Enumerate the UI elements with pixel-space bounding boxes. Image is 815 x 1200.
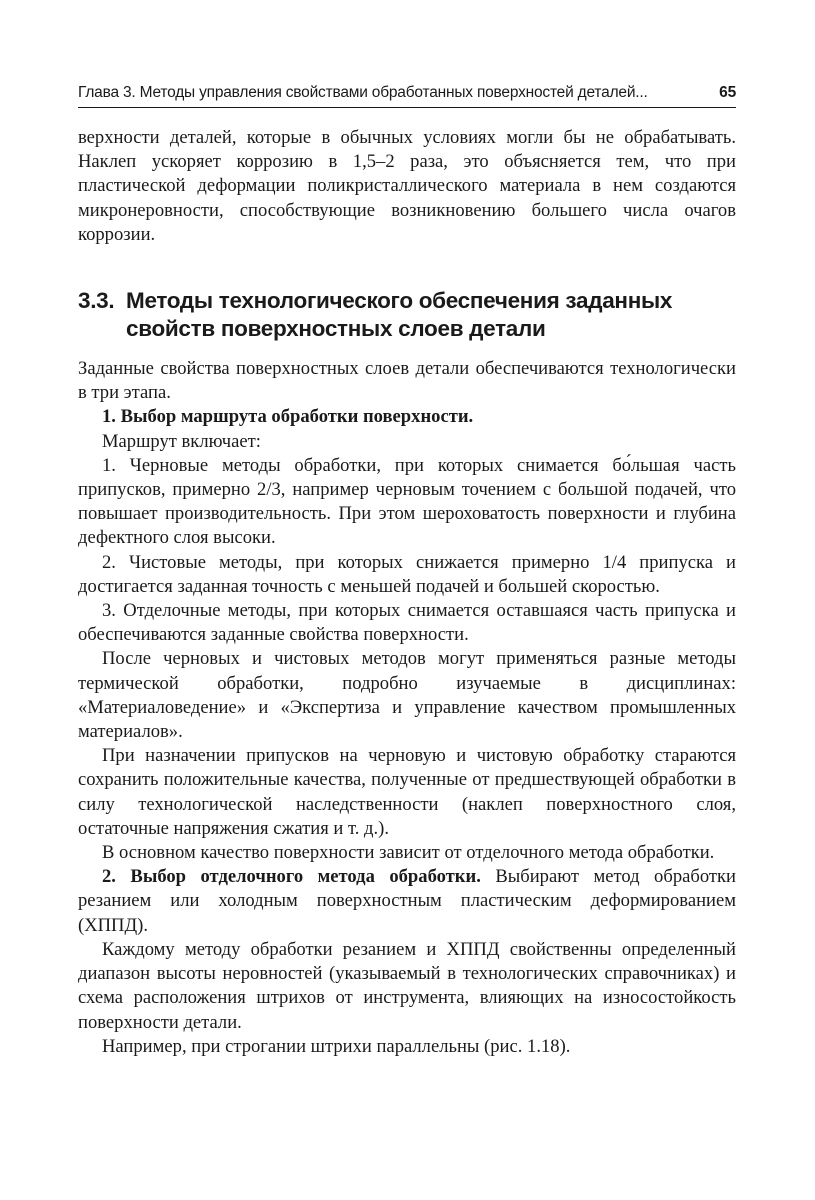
paragraph-quality: В основном качество поверхности зависит от отделочного метода обработки. bbox=[102, 842, 715, 864]
chapter-title: Глава 3. Методы управления свойствами обработанных поверхностей деталей... bbox=[78, 84, 648, 101]
bold-finishing-heading: 2. Выбор отделочного метода обработки. bbox=[102, 866, 481, 888]
paragraph-stages: Заданные свойства поверхностных слоев детали обеспечиваются технологически в три этапа. bbox=[78, 358, 736, 404]
paragraph-finish-methods: 2. Чистовые методы, при которых снижается примерно 1/4 припуска и достигается заданная точность с меньшей подачей и большей скоростью. bbox=[78, 551, 736, 597]
paragraph-final-methods: 3. Отделочные методы, при которых снимается оставшаяся часть припуска и обеспечиваются заданные свойства поверхности. bbox=[78, 600, 736, 646]
page-number: 65 bbox=[719, 84, 736, 101]
section-heading bbox=[78, 287, 736, 343]
paragraph-allowances: При назначении припусков на черновую и чистовую обработку стараются сохранить положительные качества, полученные от предшествующей обработки в силу технологической наследственности (наклеп поверхностного слоя, остаточные напряжения сжатия и т. д.). bbox=[78, 745, 736, 839]
paragraph-finishing-choice bbox=[78, 865, 736, 938]
intro-paragraph: верхности деталей, которые в обычных условиях могли бы не обрабатывать. Наклеп ускоряет коррозию в 1,5–2 раза, это объясняется тем, что при пластической деформации поликристаллического материала в нем создаются микронеровности, способствующие возникновению большего числа очагов коррозии. bbox=[78, 127, 736, 245]
paragraph-rough-methods: 1. Черновые методы обработки, при которых снимается бо́льшая часть припусков, примерно 2/3, например черновым точением с большой подачей, что повышает производительность. При этом шероховатость поверхности и глубина дефектного слоя высоки. bbox=[78, 454, 736, 549]
section-title: Методы технологического обеспечения заданных свойств поверхностных слоев детали bbox=[126, 288, 673, 342]
running-head bbox=[78, 84, 736, 102]
section-number: 3.3. bbox=[78, 288, 115, 314]
paragraph-route-includes: Маршрут включает: bbox=[102, 430, 261, 452]
header-rule bbox=[78, 107, 736, 108]
paragraph-heat-treatment: После черновых и чистовых методов могут применяться разные методы термической обработки, подробно изучаемые в дисциплинах: «Материаловедение» и «Экспертиза и управление качеством промышленных материалов». bbox=[78, 648, 736, 743]
body-text bbox=[78, 126, 736, 1059]
paragraph-example: Например, при строгании штрихи параллельны (рис. 1.18). bbox=[102, 1035, 571, 1057]
paragraph-route-heading bbox=[78, 405, 736, 429]
paragraph-roughness-range: Каждому методу обработки резанием и ХППД свойственны определенный диапазон высоты неровностей (указываемый в технологических справочниках) и схема расположения штрихов от инструмента, влияющих на износостойкость поверхности детали. bbox=[78, 938, 736, 1033]
bold-route-heading: 1. Выбор маршрута обработки поверхности. bbox=[102, 406, 474, 428]
finishing-choice-text: Выбирают метод обработки резанием или холодным поверхностным пластическим деформированием (ХППД). bbox=[78, 866, 736, 936]
